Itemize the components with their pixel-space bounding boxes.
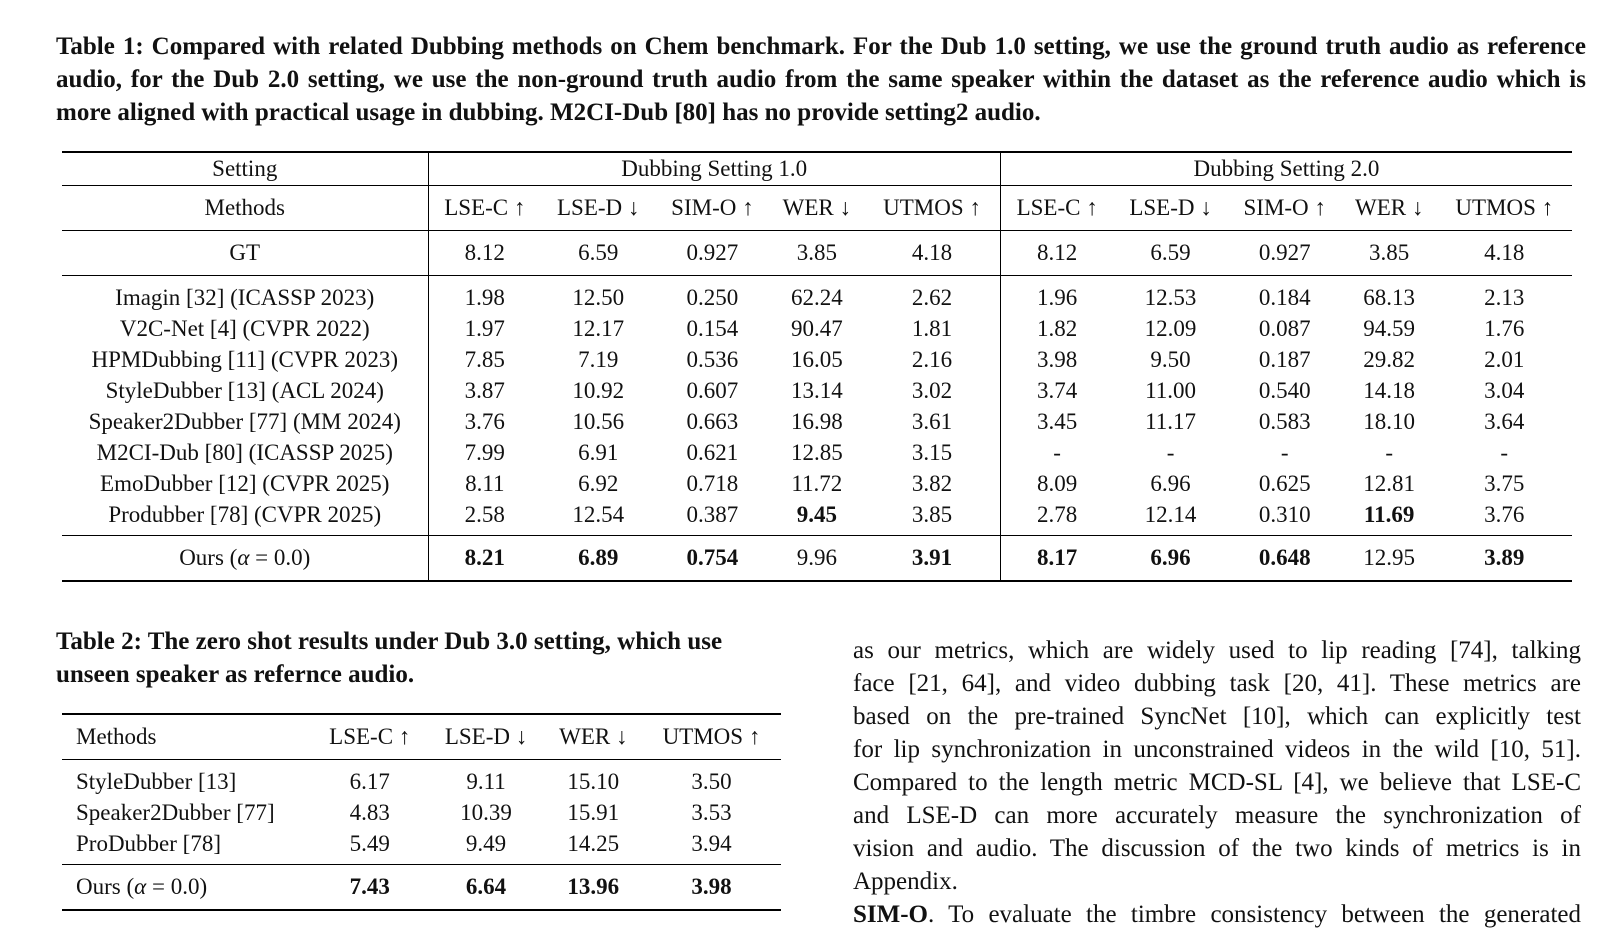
methods-label: Methods <box>62 714 312 760</box>
value-cell-best: 3.98 <box>642 865 781 911</box>
value-cell: 3.04 <box>1484 377 1525 403</box>
metric-header: LSE-C ↑ <box>1000 186 1113 231</box>
method-cell: Produbber [78] (CVPR 2025) <box>62 499 428 536</box>
body-line: and LSE-D can more accurately measure the synchronization of <box>853 802 1581 829</box>
value-cell: 6.17 <box>349 768 390 794</box>
value-cell: 12.85 <box>790 439 843 465</box>
value-cell-best: 3.89 <box>1437 536 1572 582</box>
value-cell: 3.76 <box>464 408 505 434</box>
value-cell: 12.95 <box>1342 536 1437 582</box>
table-row <box>62 499 1572 536</box>
value-cell: - <box>1385 439 1393 465</box>
value-cell: - <box>1500 439 1509 465</box>
value-cell: 7.99 <box>464 439 505 465</box>
value-cell-best: 9.45 <box>769 499 864 536</box>
value-cell: 14.25 <box>545 828 642 865</box>
value-cell: 3.85 <box>769 231 864 276</box>
body-line: face [21, 64], and video dubbing task [20, 41]. These metrics are <box>853 670 1581 697</box>
metric-header: WER ↓ <box>769 186 864 231</box>
method-cell: HPMDubbing [11] (CVPR 2023) <box>62 344 428 375</box>
value-cell: 9.50 <box>1150 346 1191 372</box>
value-cell-best: 7.43 <box>312 865 427 911</box>
value-cell: 0.927 <box>655 231 769 276</box>
value-cell: 0.536 <box>686 346 739 372</box>
body-paragraph <box>853 634 1581 931</box>
metric-header: WER ↓ <box>1342 186 1437 231</box>
value-cell: 12.14 <box>1113 499 1227 536</box>
value-cell: 12.53 <box>1144 284 1197 310</box>
method-cell: M2CI-Dub [80] (ICASSP 2025) <box>62 437 428 468</box>
value-cell: 7.85 <box>464 346 505 372</box>
value-cell: 4.18 <box>1437 231 1572 276</box>
value-cell: 11.72 <box>791 470 843 496</box>
value-cell: 9.49 <box>427 828 544 865</box>
value-cell: 8.09 <box>1037 470 1078 496</box>
value-cell: 8.12 <box>428 231 541 276</box>
value-cell: 0.387 <box>655 499 769 536</box>
value-cell: 3.53 <box>691 799 732 825</box>
metric-header: LSE-D ↓ <box>541 186 655 231</box>
value-cell-best: 8.17 <box>1000 536 1113 582</box>
methods-label: Methods <box>62 186 428 231</box>
value-cell: 15.91 <box>567 799 620 825</box>
value-cell: 3.98 <box>1037 346 1078 372</box>
sim-o-text: . To evaluate the timbre consistency between the generated <box>928 901 1581 928</box>
value-cell: 13.14 <box>790 377 843 403</box>
value-cell: 10.56 <box>572 408 625 434</box>
value-cell: 2.62 <box>864 276 1000 314</box>
value-cell: 9.11 <box>466 768 506 794</box>
group-header-setting-2: Dubbing Setting 2.0 <box>1000 152 1572 186</box>
value-cell: - <box>1166 439 1175 465</box>
sim-o-heading: SIM-O <box>853 901 928 928</box>
value-cell: 1.98 <box>464 284 505 310</box>
value-cell: 0.250 <box>686 284 739 310</box>
value-cell: 4.18 <box>864 231 1000 276</box>
table1-caption: Table 1: Compared with related Dubbing methods on Chem benchmark. For the Dub 1.0 setting, we use the ground truth audio as reference audio, for the Dub 2.0 setting, we use the non-ground truth audio from the same speaker within the dataset as the reference audio which is more aligned with practical usage in dubbing. M2CI-Dub [80] has no provide setting2 audio. <box>56 33 1586 126</box>
method-cell: StyleDubber [13] (ACL 2024) <box>62 375 428 406</box>
value-cell: 6.59 <box>1113 231 1227 276</box>
value-cell-best: 6.89 <box>541 536 655 582</box>
value-cell: 68.13 <box>1363 284 1416 310</box>
table-row <box>62 468 1572 499</box>
value-cell: 0.583 <box>1258 408 1311 434</box>
value-cell: 3.45 <box>1037 408 1078 434</box>
body-line: for lip synchronization in unconstrained videos in the wild [10, 51]. <box>853 736 1581 763</box>
value-cell: 3.82 <box>864 468 1000 499</box>
value-cell: 7.19 <box>578 346 619 372</box>
metric-header: UTMOS ↑ <box>864 186 1000 231</box>
value-cell: 0.927 <box>1228 231 1342 276</box>
value-cell: 1.81 <box>864 313 1000 344</box>
table-row <box>62 313 1572 344</box>
value-cell: 3.50 <box>691 768 732 794</box>
table-row-ours <box>62 865 781 911</box>
metric-header: SIM-O ↑ <box>1228 186 1342 231</box>
value-cell: 5.49 <box>312 828 427 865</box>
table-row <box>62 375 1572 406</box>
value-cell: 29.82 <box>1363 346 1416 372</box>
value-cell: 0.621 <box>686 439 739 465</box>
value-cell: 0.607 <box>686 377 739 403</box>
value-cell: 6.92 <box>578 470 619 496</box>
table2-header-row <box>62 714 781 760</box>
body-line: as our metrics, which are widely used to lip reading [74], talking <box>853 637 1581 664</box>
value-cell: 8.11 <box>465 470 505 496</box>
body-line: based on the pre-trained SyncNet [10], which can explicitly test <box>853 703 1581 730</box>
table-row <box>62 437 1572 468</box>
method-cell: ProDubber [78] <box>62 828 312 865</box>
value-cell: 0.187 <box>1258 346 1311 372</box>
value-cell: 3.87 <box>464 377 505 403</box>
method-cell: V2C-Net [4] (CVPR 2022) <box>62 313 428 344</box>
metric-header: LSE-C ↑ <box>428 186 541 231</box>
method-cell: GT <box>62 231 428 276</box>
value-cell: 62.24 <box>790 284 843 310</box>
value-cell: 6.96 <box>1150 470 1191 496</box>
table2 <box>62 713 781 911</box>
value-cell: 2.58 <box>428 499 541 536</box>
value-cell-best: 11.69 <box>1342 499 1437 536</box>
metric-header: SIM-O ↑ <box>655 186 769 231</box>
value-cell: 3.02 <box>864 375 1000 406</box>
value-cell: 0.663 <box>686 408 739 434</box>
value-cell: 0.154 <box>686 315 739 341</box>
table1-metric-header-row <box>62 186 1572 231</box>
value-cell: 0.184 <box>1258 284 1311 310</box>
value-cell: 12.17 <box>572 315 625 341</box>
value-cell: - <box>1280 439 1289 465</box>
value-cell: 2.01 <box>1484 346 1525 372</box>
table-row <box>62 760 781 798</box>
value-cell: 0.718 <box>686 470 739 496</box>
value-cell: 0.625 <box>1258 470 1311 496</box>
value-cell: 1.76 <box>1484 315 1525 341</box>
table-row <box>62 828 781 865</box>
body-line: Appendix. <box>853 868 958 895</box>
value-cell-best: 0.754 <box>655 536 769 582</box>
value-cell: 4.83 <box>349 799 390 825</box>
table-row <box>62 344 1572 375</box>
value-cell-best: 3.91 <box>864 536 1000 582</box>
value-cell: 9.96 <box>769 536 864 582</box>
value-cell-best: 6.64 <box>427 865 544 911</box>
value-cell-best: 13.96 <box>545 865 642 911</box>
body-line: vision and audio. The discussion of the two kinds of metrics is in <box>853 835 1581 862</box>
value-cell: 2.78 <box>1000 499 1113 536</box>
value-cell: 1.82 <box>1037 315 1078 341</box>
metric-header: WER ↓ <box>545 714 642 760</box>
sim-o-paragraph <box>853 898 1581 931</box>
value-cell: 3.85 <box>1342 231 1437 276</box>
group-header-setting-1: Dubbing Setting 1.0 <box>428 152 1000 186</box>
value-cell: 12.09 <box>1144 315 1197 341</box>
value-cell: 8.12 <box>1000 231 1113 276</box>
value-cell: 0.310 <box>1228 499 1342 536</box>
value-cell: - <box>1053 439 1061 465</box>
value-cell: 1.97 <box>464 315 505 341</box>
metric-header: LSE-D ↓ <box>1113 186 1227 231</box>
value-cell: 3.76 <box>1437 499 1572 536</box>
value-cell: 12.54 <box>541 499 655 536</box>
value-cell: 16.05 <box>790 346 843 372</box>
table-row-gt <box>62 231 1572 276</box>
value-cell: 10.92 <box>572 377 625 403</box>
method-cell: EmoDubber [12] (CVPR 2025) <box>62 468 428 499</box>
method-cell: Ours (α = 0.0) <box>62 865 312 911</box>
method-cell: Imagin [32] (ICASSP 2023) <box>62 276 428 314</box>
value-cell-best: 6.96 <box>1113 536 1227 582</box>
value-cell: 3.94 <box>642 828 781 865</box>
table-row-ours <box>62 536 1572 582</box>
value-cell: 14.18 <box>1363 377 1416 403</box>
value-cell: 11.17 <box>1145 408 1196 434</box>
method-cell: Speaker2Dubber [77] <box>76 799 275 825</box>
value-cell: 94.59 <box>1363 315 1416 341</box>
table-row <box>62 797 781 828</box>
value-cell: 18.10 <box>1363 408 1416 434</box>
value-cell: 3.61 <box>864 406 1000 437</box>
value-cell: 0.540 <box>1258 377 1311 403</box>
value-cell: 15.10 <box>567 768 620 794</box>
value-cell: 10.39 <box>460 799 512 825</box>
value-cell: 1.96 <box>1037 284 1078 310</box>
table-row <box>62 276 1572 314</box>
value-cell: 3.15 <box>864 437 1000 468</box>
value-cell: 12.50 <box>572 284 625 310</box>
value-cell: 6.91 <box>578 439 619 465</box>
table1 <box>62 151 1572 582</box>
value-cell: 3.75 <box>1484 470 1525 496</box>
value-cell: 3.74 <box>1037 377 1078 403</box>
value-cell: 3.64 <box>1484 408 1525 434</box>
value-cell: 3.85 <box>864 499 1000 536</box>
table-row <box>62 406 1572 437</box>
value-cell: 11.00 <box>1145 377 1196 403</box>
table1-group-header-row <box>62 152 1572 186</box>
value-cell: 16.98 <box>790 408 843 434</box>
table2-caption: Table 2: The zero shot results under Dub 3.0 setting, which use unseen speaker as refernce audio. <box>56 628 723 688</box>
value-cell: 2.13 <box>1484 284 1525 310</box>
value-cell: 0.087 <box>1258 315 1311 341</box>
setting-label: Setting <box>62 152 428 186</box>
value-cell-best: 0.648 <box>1228 536 1342 582</box>
method-cell: StyleDubber [13] <box>76 768 237 794</box>
value-cell-best: 8.21 <box>428 536 541 582</box>
value-cell: 90.47 <box>790 315 843 341</box>
value-cell: 12.81 <box>1363 470 1416 496</box>
metric-header: UTMOS ↑ <box>642 714 781 760</box>
method-cell: Speaker2Dubber [77] (MM 2024) <box>62 406 428 437</box>
body-line: Compared to the length metric MCD-SL [4], we believe that LSE-C <box>853 769 1581 796</box>
method-cell: Ours (α = 0.0) <box>62 536 428 582</box>
metric-header: LSE-C ↑ <box>312 714 427 760</box>
metric-header: UTMOS ↑ <box>1437 186 1572 231</box>
metric-header: LSE-D ↓ <box>427 714 544 760</box>
value-cell: 2.16 <box>864 344 1000 375</box>
value-cell: 6.59 <box>541 231 655 276</box>
